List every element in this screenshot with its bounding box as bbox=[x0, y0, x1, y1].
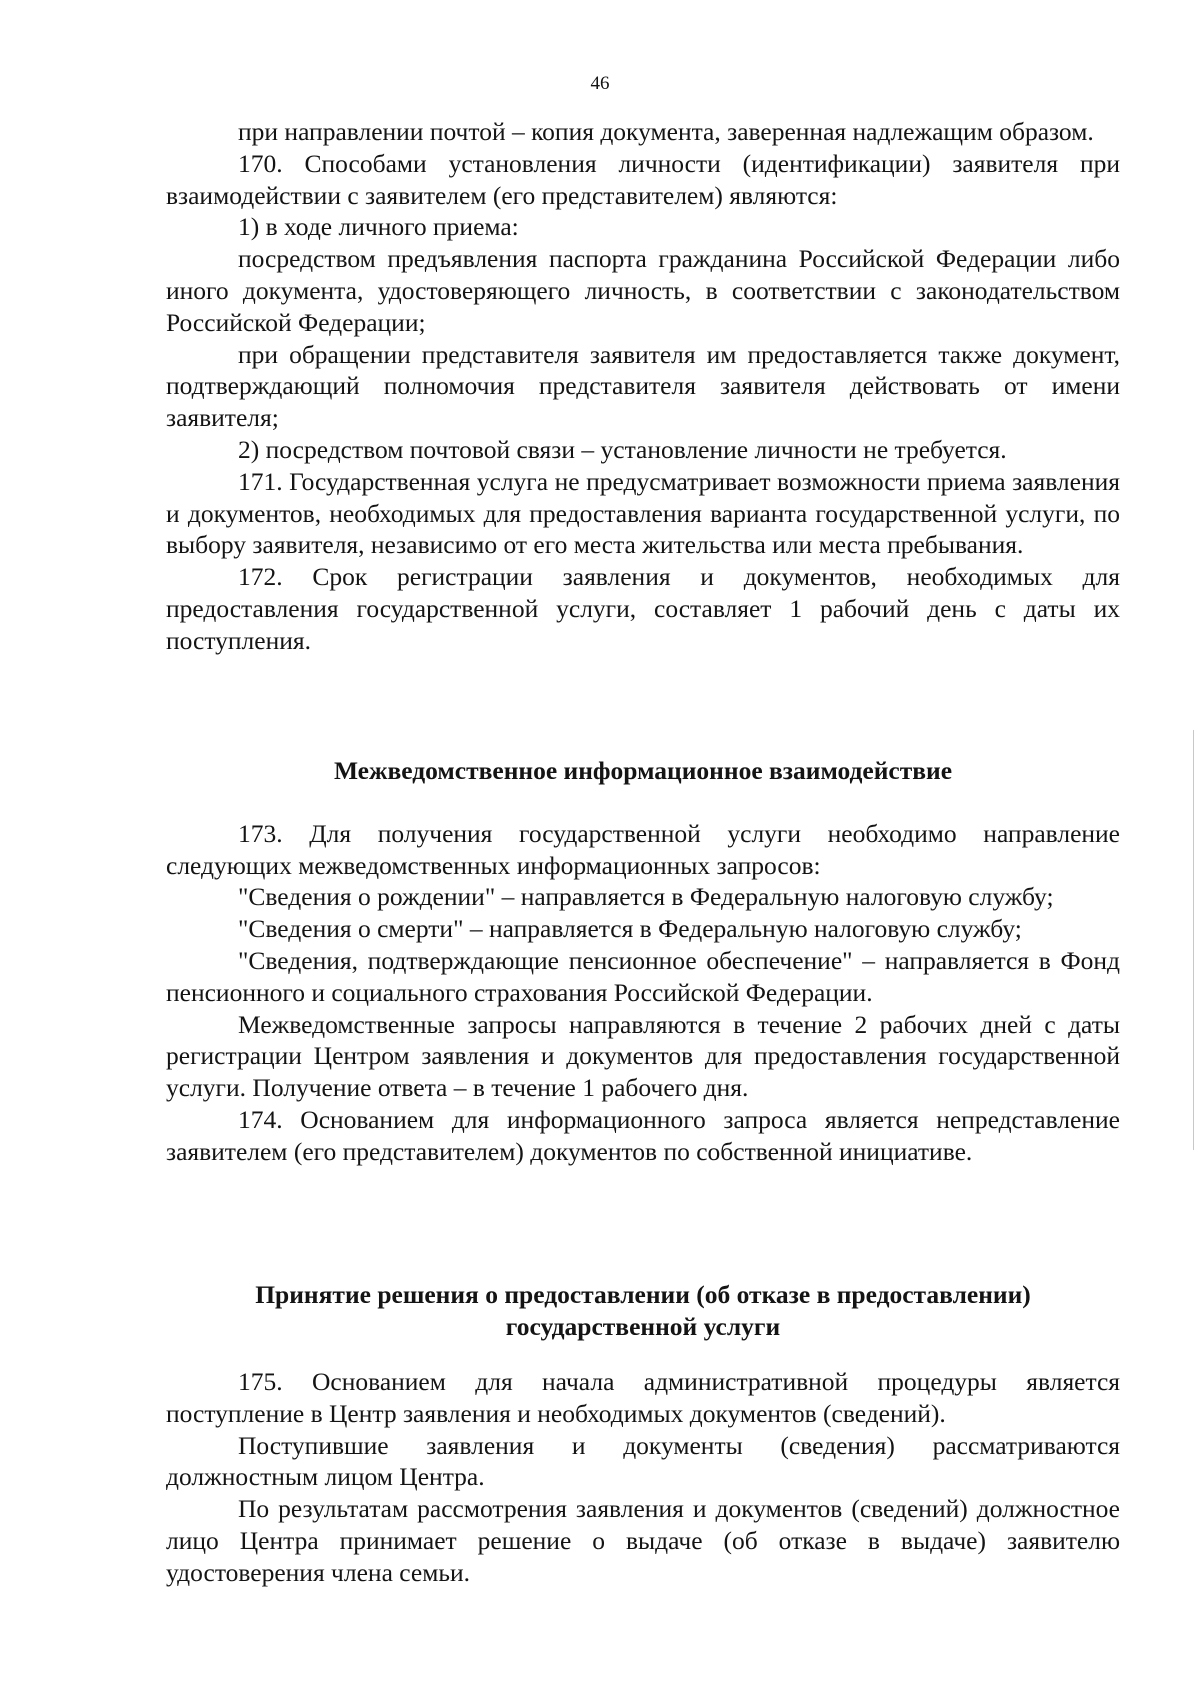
paragraph: при направлении почтой – копия документа, заверенная надлежащим образом. bbox=[238, 117, 1094, 146]
heading-line: Принятие решения о предоставлении (об отказе в предоставлении) bbox=[255, 1280, 1031, 1309]
paragraph: при обращении представителя заявителя им предоставляется также документ, подтверждающий полномочия представителя заявителя действовать от имени заявителя; bbox=[166, 339, 1120, 433]
paragraph: По результатам рассмотрения заявления и документов (сведений) должностное лицо Центра принимает решение о выдаче (об отказе в выдаче) заявителю удостоверения члена семьи. bbox=[166, 1494, 1120, 1587]
paragraph-172: 172. Срок регистрации заявления и документов, необходимых для предоставления государственной услуги, составляет 1 рабочий день с даты их поступления. bbox=[166, 562, 1120, 655]
paragraph-171: 171. Государственная услуга не предусматривает возможности приема заявления и документов, необходимых для предоставления варианта государственной услуги, по выбору заявителя, независимо от его места жительства или места пребывания. bbox=[166, 466, 1120, 560]
text-block-2 bbox=[166, 755, 1120, 1168]
paragraph: "Сведения о смерти" – направляется в Федеральную налоговую службу; bbox=[238, 914, 1022, 944]
paragraph-173: 173. Для получения государственной услуги необходимо направление следующих межведомственных информационных запросов: bbox=[166, 818, 1120, 880]
text-block-3 bbox=[166, 1366, 1120, 1589]
paragraph-174: 174. Основанием для информационного запроса является непредставление заявителем (его представителем) документов по собственной инициативе. bbox=[166, 1104, 1120, 1166]
paragraph: Межведомственные запросы направляются в течение 2 рабочих дней с даты регистрации Центром заявления и документов для предоставления государственной услуги. Получение ответа – в течение 1 рабочего дня. bbox=[166, 1009, 1120, 1103]
paragraph: 1) в ходе личного приема: bbox=[238, 212, 519, 242]
paragraph: "Сведения о рождении" – направляется в Федеральную налоговую службу; bbox=[238, 882, 1054, 912]
paragraph-175: 175. Основанием для начала административной процедуры является поступление в Центр заявления и необходимых документов (сведений). bbox=[166, 1367, 1120, 1428]
paragraph: 2) посредством почтовой связи – установление личности не требуется. bbox=[238, 434, 1007, 464]
text-block-1 bbox=[166, 116, 1120, 657]
section-heading-interagency: Межведомственное информационное взаимодействие bbox=[333, 756, 953, 785]
heading-line: государственной услуги bbox=[505, 1311, 781, 1341]
scan-edge-line bbox=[1193, 730, 1194, 1150]
paragraph: посредством предъявления паспорта гражданина Российской Федерации либо иного документа, удостоверяющего личность, в соответствии с законодательством Российской Федерации; bbox=[166, 244, 1120, 337]
section-heading-decision bbox=[166, 1279, 1120, 1343]
paragraph-170: 170. Способами установления личности (идентификации) заявителя при взаимодействии с заявителем (его представителем) являются: bbox=[166, 148, 1120, 210]
page-number: 46 bbox=[590, 73, 610, 94]
paragraph: "Сведения, подтверждающие пенсионное обеспечение" – направляется в Фонд пенсионного и социального страхования Российской Федерации. bbox=[166, 945, 1120, 1007]
paragraph: Поступившие заявления и документы (сведения) рассматриваются должностным лицом Центра. bbox=[166, 1430, 1120, 1492]
